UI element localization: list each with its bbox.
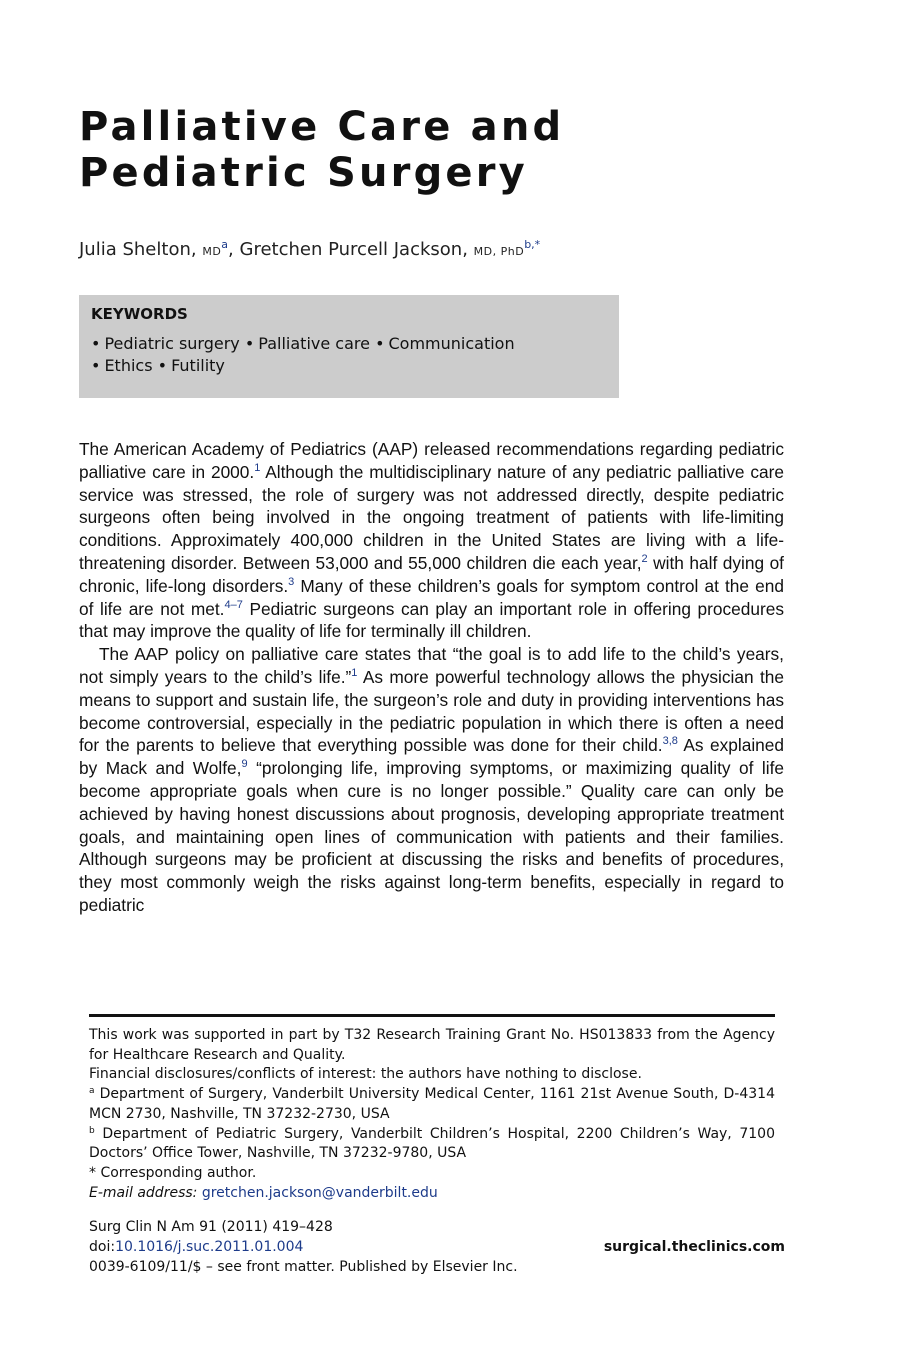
author-2-affiliation-link[interactable]: b,* (524, 238, 541, 251)
body-paragraph-2: The AAP policy on palliative care states that “the goal is to add life to the child’s years, not simply years to the child’s life.”$^1$ As more powerful technology allows the physician the means to support and sustain life, the surgeon’s role and duty in providing interventions has become controversial, especially in the pediatric population in which there is often a need for the parents to believe that everything possible was done for their child.$^{3,8}$ As explained by Mack and Wolfe,$^9$ “prolonging life, improving symptoms, or maximizing quality of life become appropriate goals when cure is no longer possible.” Quality care can only be achieved by having honest discussions about prognosis, developing appropriate treatment goals, and maintaining open lines of communication with patients and their families. Although surgeons may be proficient at discussing the risks and benefits of procedures, they most commonly weigh the risks against long-term benefits, especially in regard to pediatric (79, 644, 784, 915)
keyword: Palliative care (258, 334, 370, 353)
article-title (79, 104, 779, 196)
footnote-divider (89, 1014, 775, 1017)
author-2-degree: MD, PhD (473, 245, 525, 258)
bullet-icon: • (157, 356, 168, 375)
title-line-1: Palliative Care and (79, 104, 565, 150)
funding-note: This work was supported in part by T32 Research Training Grant No. HS013833 from the Agency for Healthcare Research and Quality. (89, 1027, 775, 1063)
keywords-line-2 (91, 355, 607, 377)
reference-link[interactable]: 3 (288, 575, 295, 588)
bullet-icon: • (91, 356, 101, 375)
reference-link[interactable]: 1 (254, 461, 261, 474)
bullet-icon: • (244, 334, 255, 353)
disclosure-note: Financial disclosures/conflicts of interest: the authors have nothing to disclose. (89, 1066, 642, 1083)
email-link[interactable]: gretchen.jackson@vanderbilt.edu (201, 1184, 438, 1201)
keywords-box (79, 295, 619, 398)
keywords-heading: KEYWORDS (91, 305, 188, 323)
reference-link[interactable]: 9 (241, 758, 248, 771)
email-note (89, 1184, 775, 1204)
body-paragraph-1: The American Academy of Pediatrics (AAP) released recommendations regarding pediatric palliative care in 2000.$^1$ Although the multidisciplinary nature of any pediatric palliative care service was stressed, the role of surgery was not addressed directly, despite pediatric surgeons often being involved in the ongoing treatment of patients with life-limiting conditions. Approximately 400,000 children in the United States are living with a life-threatening disorder. Between 53,000 and 55,000 children die each year,$^2$ with half dying of chronic, life-long disorders.$^3$ Many of these children’s goals for symptom control at the end of life are not met.$^{4-7}$ Pediatric surgeons can play an important role in offering procedures that may improve the quality of life for terminally ill children. (79, 439, 784, 642)
doi-link[interactable]: 10.1016/j.suc.2011.01.004 (115, 1239, 304, 1255)
journal-citation: Surg Clin N Am 91 (2011) 419–428 (89, 1219, 333, 1235)
author-2-name: Gretchen Purcell Jackson, (239, 239, 468, 260)
article-body (79, 438, 784, 917)
email-label: E-mail address: (89, 1184, 198, 1201)
affiliation-b: $^b$ Department of Pediatric Surgery, Vanderbilt Children’s Hospital, 2200 Children’s Way, 7100 Doctors’ Office Tower, Nashville, TN 37232-9780, USA (89, 1125, 775, 1162)
keywords-line-1 (91, 333, 607, 355)
journal-info (89, 1217, 785, 1277)
affiliation-a: $^a$ Department of Surgery, Vanderbilt University Medical Center, 1161 21st Avenue South, D-4314 MCN 2730, Nashville, TN 37232-2730, USA (89, 1086, 775, 1122)
author-1-degree: MD (202, 245, 222, 258)
keyword: Futility (171, 356, 225, 375)
doi-label: doi: (89, 1239, 116, 1255)
author-1-affiliation-link[interactable]: a (221, 238, 229, 251)
keyword: Ethics (104, 356, 153, 375)
corresponding-author-note: * Corresponding author. (89, 1164, 257, 1181)
keyword: Communication (388, 334, 515, 353)
author-list (79, 236, 779, 266)
reference-link[interactable]: 2 (641, 552, 648, 565)
footnotes (89, 1026, 775, 1203)
journal-website-link[interactable]: surgical.theclinics.com (603, 1239, 785, 1255)
author-1-name: Julia Shelton, (79, 239, 197, 260)
bullet-icon: • (91, 334, 101, 353)
reference-link[interactable]: 3,8 (662, 735, 678, 748)
author-separator: , (228, 239, 240, 260)
reference-link[interactable]: 1 (351, 666, 358, 679)
bullet-icon: • (375, 334, 385, 353)
issn-line: 0039-6109/11/$ – see front matter. Published by Elsevier Inc. (89, 1259, 518, 1275)
title-line-2: Pediatric Surgery (79, 150, 528, 196)
keyword: Pediatric surgery (104, 334, 240, 353)
reference-link[interactable]: 4–7 (224, 598, 243, 611)
